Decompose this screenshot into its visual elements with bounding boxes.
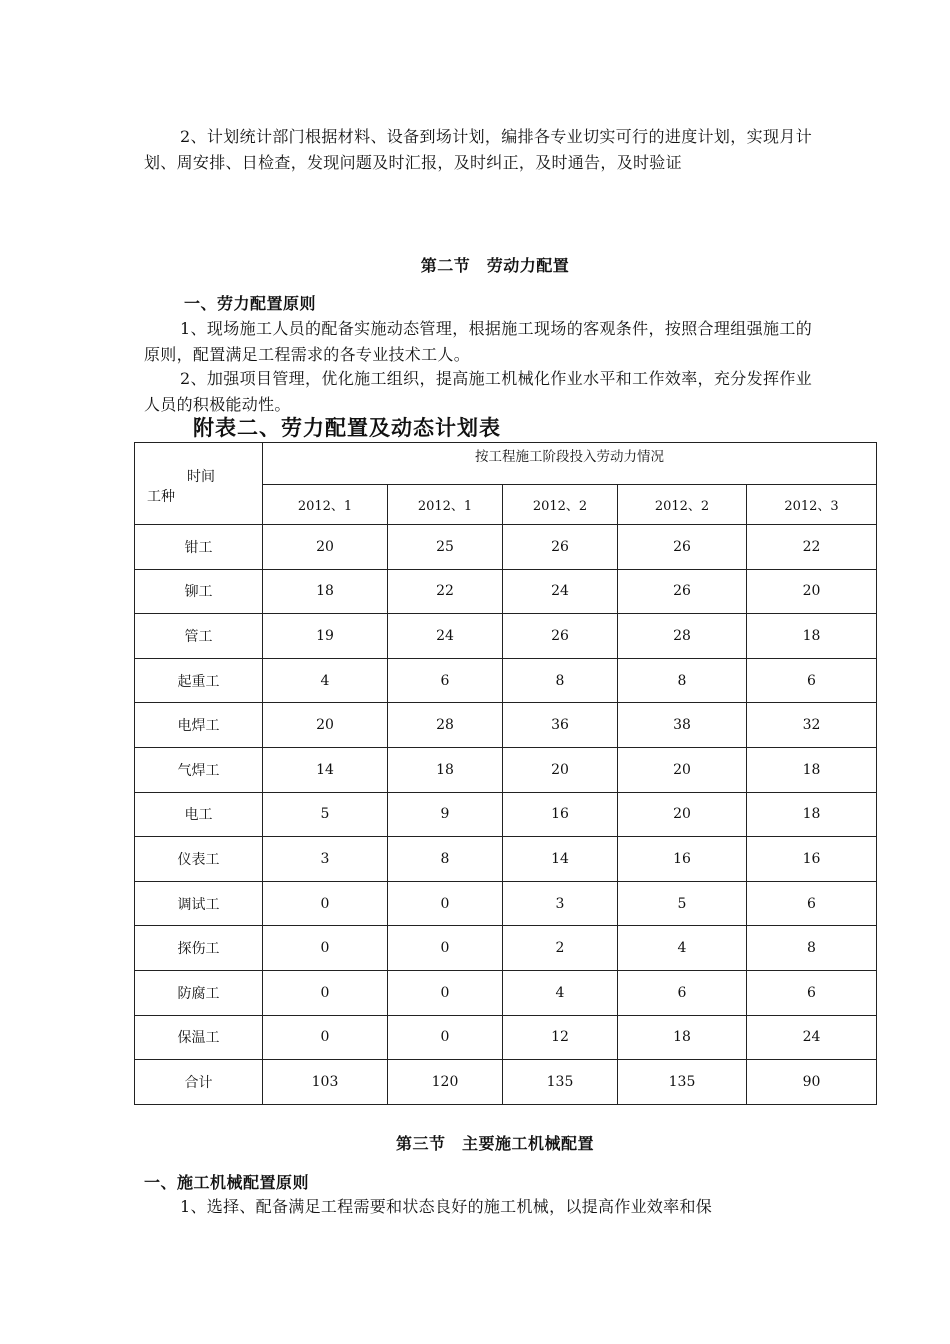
table-cell: 20 — [747, 569, 877, 614]
table-cell: 24 — [388, 614, 503, 659]
table-cell: 8 — [503, 658, 618, 703]
table-cell: 135 — [618, 1060, 747, 1105]
table-cell: 20 — [618, 747, 747, 792]
table-cell: 0 — [388, 926, 503, 971]
table-cell: 19 — [263, 614, 388, 659]
table-cell: 18 — [388, 747, 503, 792]
trade-name: 铆工 — [135, 569, 263, 614]
table-cell: 20 — [263, 525, 388, 570]
trade-name: 钳工 — [135, 525, 263, 570]
table-cell: 5 — [618, 881, 747, 926]
table-cell: 18 — [747, 747, 877, 792]
table-cell: 14 — [263, 747, 388, 792]
table-row — [135, 747, 877, 792]
table-cell: 6 — [388, 658, 503, 703]
corner-time-label: 时间 — [187, 469, 215, 485]
trade-name: 气焊工 — [135, 747, 263, 792]
table-cell: 103 — [263, 1060, 388, 1105]
table-cell: 3 — [503, 881, 618, 926]
machinery-principle-1: 1、选择、配备满足工程需要和状态良好的施工机械，以提高作业效率和保 — [180, 1197, 713, 1216]
table-row — [135, 614, 877, 659]
trade-name: 调试工 — [135, 881, 263, 926]
table-row — [135, 970, 877, 1015]
table-cell: 8 — [388, 837, 503, 882]
table-cell: 18 — [618, 1015, 747, 1060]
table-cell: 120 — [388, 1060, 503, 1105]
table-cell: 22 — [747, 525, 877, 570]
table-title: 附表二、劳力配置及动态计划表 — [193, 416, 501, 440]
section2-subheading: 一、劳力配置原则 — [184, 294, 317, 313]
column-header: 2012、3 — [747, 485, 877, 525]
table-row — [135, 703, 877, 748]
column-header: 2012、1 — [263, 485, 388, 525]
table-cell: 0 — [263, 881, 388, 926]
table-row — [135, 525, 877, 570]
table-cell: 24 — [747, 1015, 877, 1060]
table-cell: 28 — [388, 703, 503, 748]
table-cell: 26 — [618, 525, 747, 570]
trade-name: 起重工 — [135, 658, 263, 703]
column-header: 2012、2 — [503, 485, 618, 525]
table-cell: 4 — [263, 658, 388, 703]
table-cell: 24 — [503, 569, 618, 614]
table-row — [135, 658, 877, 703]
table-cell: 0 — [388, 881, 503, 926]
table-cell: 0 — [388, 970, 503, 1015]
table-row — [135, 837, 877, 882]
trade-name: 保温工 — [135, 1015, 263, 1060]
table-row — [135, 926, 877, 971]
table-cell: 22 — [388, 569, 503, 614]
table-cell: 20 — [503, 747, 618, 792]
table-cell: 4 — [618, 926, 747, 971]
table-cell: 20 — [263, 703, 388, 748]
table-cell: 6 — [618, 970, 747, 1015]
table-cell: 9 — [388, 792, 503, 837]
progress-plan-paragraph: 2、计划统计部门根据材料、设备到场计划，编排各专业切实可行的进度计划，实现月计划、周安排、日检查，发现问题及时汇报，及时纠正，及时通告，及时验证 — [144, 127, 812, 172]
table-total-row — [135, 1060, 877, 1105]
section3-subheading: 一、施工机械配置原则 — [144, 1173, 310, 1192]
table-cell: 3 — [263, 837, 388, 882]
table-cell: 16 — [747, 837, 877, 882]
table-cell: 38 — [618, 703, 747, 748]
table-cell: 6 — [747, 881, 877, 926]
labor-principle-2: 2、加强项目管理，优化施工组织，提高施工机械化作业水平和工作效率，充分发挥作业人员的积极能动性。 — [144, 369, 812, 414]
table-cell: 6 — [747, 970, 877, 1015]
table-cell: 8 — [747, 926, 877, 971]
trade-name: 探伤工 — [135, 926, 263, 971]
table-cell: 28 — [618, 614, 747, 659]
table-row — [135, 792, 877, 837]
trade-name: 仪表工 — [135, 837, 263, 882]
table-header-row — [135, 443, 877, 485]
table-cell: 0 — [263, 970, 388, 1015]
section2-title: 第二节 劳动力配置 — [420, 256, 570, 275]
table-cell: 18 — [747, 614, 877, 659]
table-cell: 26 — [503, 614, 618, 659]
table-cell: 90 — [747, 1060, 877, 1105]
table-row — [135, 1015, 877, 1060]
corner-trade-label: 工种 — [147, 489, 175, 505]
table-cell: 26 — [503, 525, 618, 570]
table-cell: 12 — [503, 1015, 618, 1060]
column-header: 2012、2 — [618, 485, 747, 525]
labor-principle-1: 1、现场施工人员的配备实施动态管理，根据施工现场的客观条件，按照合理组强施工的原则，配置满足工程需求的各专业技术工人。 — [144, 319, 812, 364]
labor-allocation-table — [134, 442, 877, 1105]
table-cell: 0 — [388, 1015, 503, 1060]
table-cell: 36 — [503, 703, 618, 748]
column-header: 2012、1 — [388, 485, 503, 525]
trade-name: 电焊工 — [135, 703, 263, 748]
table-cell: 25 — [388, 525, 503, 570]
table-cell: 5 — [263, 792, 388, 837]
table-cell: 18 — [263, 569, 388, 614]
table-cell: 18 — [747, 792, 877, 837]
table-cell: 0 — [263, 926, 388, 971]
corner-cell — [135, 443, 263, 525]
table-cell: 26 — [618, 569, 747, 614]
table-cell: 2 — [503, 926, 618, 971]
table-row — [135, 881, 877, 926]
trade-name: 防腐工 — [135, 970, 263, 1015]
table-cell: 135 — [503, 1060, 618, 1105]
table-cell: 6 — [747, 658, 877, 703]
table-cell: 8 — [618, 658, 747, 703]
table-cell: 20 — [618, 792, 747, 837]
table-row — [135, 569, 877, 614]
group-header: 按工程施工阶段投入劳动力情况 — [263, 443, 877, 485]
table-cell: 32 — [747, 703, 877, 748]
trade-name: 合计 — [135, 1060, 263, 1105]
trade-name: 电工 — [135, 792, 263, 837]
table-cell: 14 — [503, 837, 618, 882]
section3-title: 第三节 主要施工机械配置 — [395, 1134, 594, 1153]
table-cell: 0 — [263, 1015, 388, 1060]
table-cell: 16 — [618, 837, 747, 882]
trade-name: 管工 — [135, 614, 263, 659]
table-cell: 16 — [503, 792, 618, 837]
table-cell: 4 — [503, 970, 618, 1015]
